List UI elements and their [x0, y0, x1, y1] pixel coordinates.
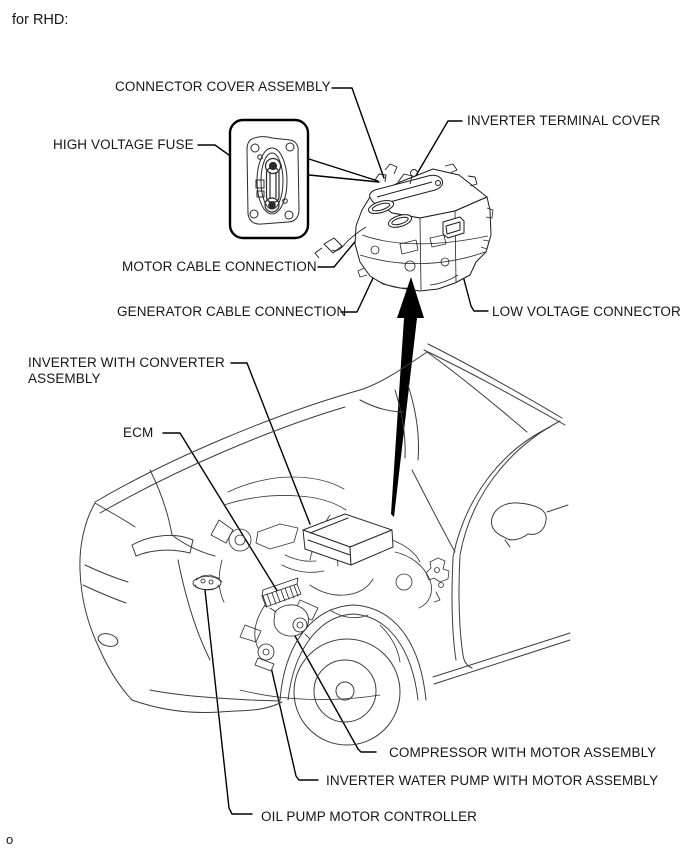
- label-inverter-with-converter-assembly: INVERTER WITH CONVERTER ASSEMBLY: [28, 355, 225, 386]
- pointer-arrow: [391, 277, 424, 517]
- grille-line-2: [83, 585, 126, 603]
- oil-pump-controller-component: [193, 575, 222, 590]
- label-motor-cable-connection: MOTOR CABLE CONNECTION: [122, 259, 317, 274]
- underbody-line-1: [132, 700, 282, 713]
- variant-label: for RHD:: [12, 12, 69, 28]
- door-hinge-detail: [426, 558, 449, 602]
- leader-connector-cover: [332, 88, 384, 178]
- hood-front-edge: [95, 503, 135, 527]
- door-front-edge: [459, 556, 472, 668]
- a-pillar-inner: [453, 427, 550, 557]
- label-compressor-with-motor-assembly: COMPRESSOR WITH MOTOR ASSEMBLY: [389, 745, 657, 760]
- inverter-assembly-illustration: [315, 164, 493, 291]
- footer-mark: o: [6, 832, 14, 847]
- fog-lamp: [97, 632, 119, 649]
- label-inverter-water-pump: INVERTER WATER PUMP WITH MOTOR ASSEMBLY: [326, 773, 659, 788]
- fuse-detail-box: [230, 120, 308, 238]
- ecm-component: [262, 578, 301, 607]
- label-connector-cover-assembly: CONNECTOR COVER ASSEMBLY: [115, 79, 331, 94]
- underbody-line-2: [150, 690, 280, 701]
- label-inverter-terminal-cover: INVERTER TERMINAL COVER: [467, 113, 661, 128]
- roof-inner-line: [424, 350, 565, 425]
- label-generator-cable-connection: GENERATOR CABLE CONNECTION: [117, 304, 347, 319]
- hub: [336, 682, 354, 700]
- headlamp: [132, 535, 193, 556]
- label-low-voltage-connector: LOW VOLTAGE CONNECTOR: [492, 304, 681, 319]
- label-oil-pump-motor-controller: OIL PUMP MOTOR CONTROLLER: [261, 809, 478, 824]
- compressor-component: [270, 605, 310, 639]
- label-high-voltage-fuse: HIGH VOLTAGE FUSE: [53, 137, 194, 152]
- leader-compressor: [295, 636, 376, 752]
- grille-line-1: [85, 565, 128, 582]
- detail-box-border: [230, 120, 308, 238]
- roof-line: [428, 344, 562, 418]
- leader-oil-pump: [205, 590, 252, 814]
- door-front-edge-inner: [452, 558, 456, 660]
- detail-wedge-top: [309, 159, 378, 181]
- inverter-in-bay: [303, 514, 393, 565]
- bumper-outline: [80, 503, 132, 700]
- rim: [314, 660, 376, 722]
- side-mirror: [492, 503, 569, 547]
- a-pillar-outer: [460, 421, 560, 555]
- label-ecm: ECM: [123, 425, 154, 440]
